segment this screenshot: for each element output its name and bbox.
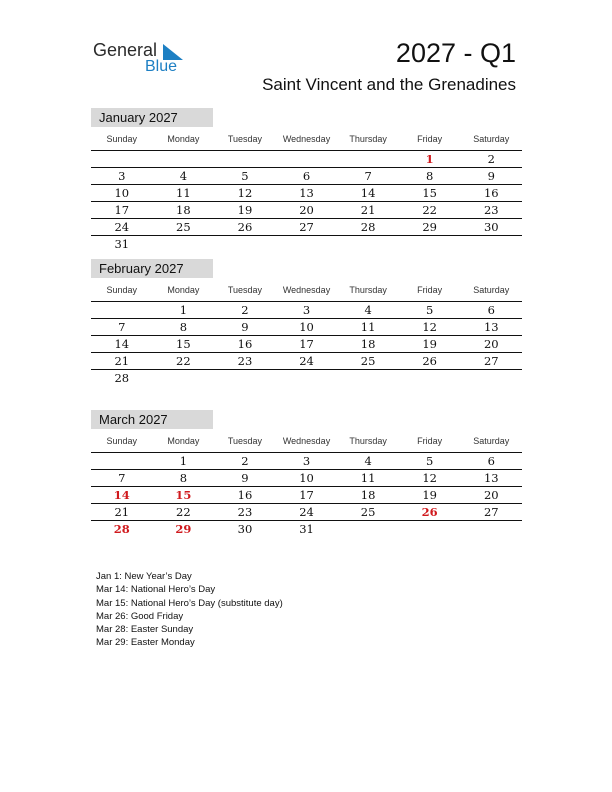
month-march [91, 410, 522, 537]
weekday-header-row [91, 127, 522, 151]
week-row [91, 453, 522, 470]
day-cell: 5 [426, 303, 434, 317]
week-row [91, 336, 522, 353]
day-cell: 12 [422, 320, 437, 334]
day-cell: 22 [422, 203, 437, 217]
country-name: Saint Vincent and the Grenadines [262, 75, 516, 94]
day-cell: 11 [360, 320, 376, 334]
day-cell: 5 [426, 454, 434, 468]
day-cell: 2 [241, 454, 249, 468]
day-cell: 2 [241, 303, 249, 317]
day-cell: 18 [360, 337, 376, 351]
day-cell: 27 [483, 505, 499, 519]
day-cell: 10 [299, 471, 314, 485]
day-cell: 23 [237, 354, 253, 368]
day-cell: 24 [114, 220, 130, 234]
day-cell: 8 [179, 320, 188, 334]
weekday-header-row [91, 429, 522, 453]
weekday-label: Wednesday [282, 133, 331, 144]
weekday-label: Thursday [349, 435, 387, 446]
holiday-note: Mar 14: National Hero’s Day [96, 584, 216, 596]
holiday-note: Mar 26: Good Friday [96, 610, 184, 622]
day-cell: 23 [237, 505, 253, 519]
day-cell: 7 [118, 471, 126, 485]
day-cell: 21 [114, 505, 130, 519]
weekday-label: Tuesday [227, 284, 263, 295]
weekday-label: Friday [417, 284, 443, 295]
weekday-label: Monday [167, 133, 200, 144]
day-cell: 22 [176, 505, 191, 519]
week-row [91, 202, 522, 219]
day-cell: 17 [299, 488, 314, 502]
day-cell: 4 [364, 303, 372, 317]
day-cell: 20 [483, 488, 499, 502]
day-cell: 4 [179, 169, 188, 183]
logo-blue-text: Blue [145, 58, 178, 75]
day-cell: 14 [114, 337, 130, 351]
weekday-label: Sunday [106, 133, 138, 144]
day-cell: 19 [422, 337, 437, 351]
day-cell: 31 [114, 237, 130, 251]
day-cell: 22 [176, 354, 191, 368]
day-cell: 27 [483, 354, 499, 368]
day-cell: 19 [237, 203, 253, 217]
month-january [91, 108, 522, 252]
holiday-note: Mar 29: Easter Monday [96, 637, 195, 649]
logo-general-text: General [93, 40, 158, 60]
day-cell: 30 [237, 522, 253, 536]
month-february [91, 259, 522, 386]
month-title: January 2027 [91, 108, 213, 127]
weekday-label: Monday [167, 435, 200, 446]
day-cell: 6 [487, 303, 495, 317]
day-cell: 6 [487, 454, 495, 468]
weekday-label: Wednesday [282, 284, 331, 295]
weekday-label: Saturday [473, 284, 510, 295]
day-cell: 8 [426, 169, 434, 183]
day-cell: 10 [299, 320, 314, 334]
week-row [91, 185, 522, 202]
day-cell: 1 [179, 303, 188, 317]
day-cell: 12 [237, 186, 253, 200]
week-row [91, 487, 522, 504]
day-cell: 9 [241, 471, 249, 485]
week-row [91, 470, 522, 487]
weekday-label: Tuesday [227, 435, 263, 446]
weekday-label: Sunday [106, 284, 138, 295]
holiday-day-cell: 14 [113, 488, 130, 502]
page-title: 2027 - Q1 [395, 38, 516, 68]
day-cell: 7 [364, 169, 372, 183]
day-cell: 9 [487, 169, 495, 183]
day-cell: 24 [299, 505, 314, 519]
day-cell: 12 [422, 471, 437, 485]
week-row [91, 370, 522, 386]
weekday-label: Friday [417, 133, 443, 144]
weekday-label: Monday [167, 284, 200, 295]
day-cell: 13 [299, 186, 314, 200]
day-cell: 3 [302, 454, 311, 468]
day-cell: 5 [241, 169, 249, 183]
holiday-day-cell: 15 [175, 488, 192, 502]
day-cell: 10 [114, 186, 130, 200]
holiday-day-cell: 29 [175, 522, 192, 536]
day-cell: 24 [299, 354, 314, 368]
day-cell: 17 [299, 337, 314, 351]
day-cell: 23 [483, 203, 499, 217]
day-cell: 25 [360, 354, 376, 368]
weekday-label: Saturday [473, 133, 510, 144]
week-row [91, 521, 522, 537]
day-cell: 3 [302, 303, 311, 317]
day-cell: 18 [360, 488, 376, 502]
week-row [91, 302, 522, 319]
holiday-day-cell: 28 [113, 522, 130, 536]
holiday-day-cell: 26 [421, 505, 438, 519]
day-cell: 20 [483, 337, 499, 351]
day-cell: 25 [176, 220, 191, 234]
day-cell: 29 [422, 220, 437, 234]
day-cell: 15 [176, 337, 191, 351]
week-row [91, 151, 522, 168]
day-cell: 9 [241, 320, 249, 334]
day-cell: 13 [483, 471, 499, 485]
week-row [91, 319, 522, 336]
day-cell: 21 [360, 203, 376, 217]
weekday-header-row [91, 278, 522, 302]
day-cell: 16 [237, 337, 253, 351]
day-cell: 25 [360, 505, 376, 519]
day-cell: 13 [483, 320, 499, 334]
weekday-label: Friday [417, 435, 443, 446]
weekday-label: Sunday [106, 435, 138, 446]
weekday-label: Tuesday [227, 133, 263, 144]
day-cell: 28 [114, 371, 130, 385]
day-cell: 3 [118, 169, 126, 183]
weekday-label: Thursday [349, 133, 387, 144]
week-row [91, 168, 522, 185]
day-cell: 21 [114, 354, 130, 368]
day-cell: 30 [483, 220, 499, 234]
day-cell: 17 [114, 203, 130, 217]
day-cell: 2 [487, 152, 495, 166]
day-cell: 16 [483, 186, 499, 200]
holiday-note: Mar 28: Easter Sunday [96, 624, 194, 636]
day-cell: 19 [422, 488, 437, 502]
holiday-notes [96, 570, 283, 650]
day-cell: 26 [237, 220, 253, 234]
day-cell: 18 [176, 203, 191, 217]
day-cell: 16 [237, 488, 253, 502]
day-cell: 27 [299, 220, 314, 234]
week-row [91, 504, 522, 521]
day-cell: 11 [176, 186, 191, 200]
holiday-day-cell: 1 [425, 152, 434, 166]
weekday-label: Saturday [473, 435, 510, 446]
day-cell: 15 [422, 186, 437, 200]
week-row [91, 353, 522, 370]
day-cell: 14 [360, 186, 376, 200]
day-cell: 7 [118, 320, 126, 334]
weekday-label: Thursday [349, 284, 387, 295]
week-row [91, 219, 522, 236]
month-title: March 2027 [91, 410, 213, 429]
week-row [91, 236, 522, 252]
day-cell: 11 [360, 471, 376, 485]
holiday-note: Mar 15: National Hero’s Day (substitute day) [96, 597, 283, 609]
day-cell: 6 [302, 169, 311, 183]
day-cell: 28 [360, 220, 376, 234]
logo [93, 40, 193, 80]
day-cell: 4 [364, 454, 372, 468]
day-cell: 1 [179, 454, 188, 468]
month-title: February 2027 [91, 259, 213, 278]
weekday-label: Wednesday [282, 435, 331, 446]
day-cell: 26 [422, 354, 437, 368]
day-cell: 8 [179, 471, 188, 485]
holiday-note: Jan 1: New Year’s Day [96, 571, 192, 582]
day-cell: 31 [299, 522, 314, 536]
day-cell: 20 [299, 203, 314, 217]
